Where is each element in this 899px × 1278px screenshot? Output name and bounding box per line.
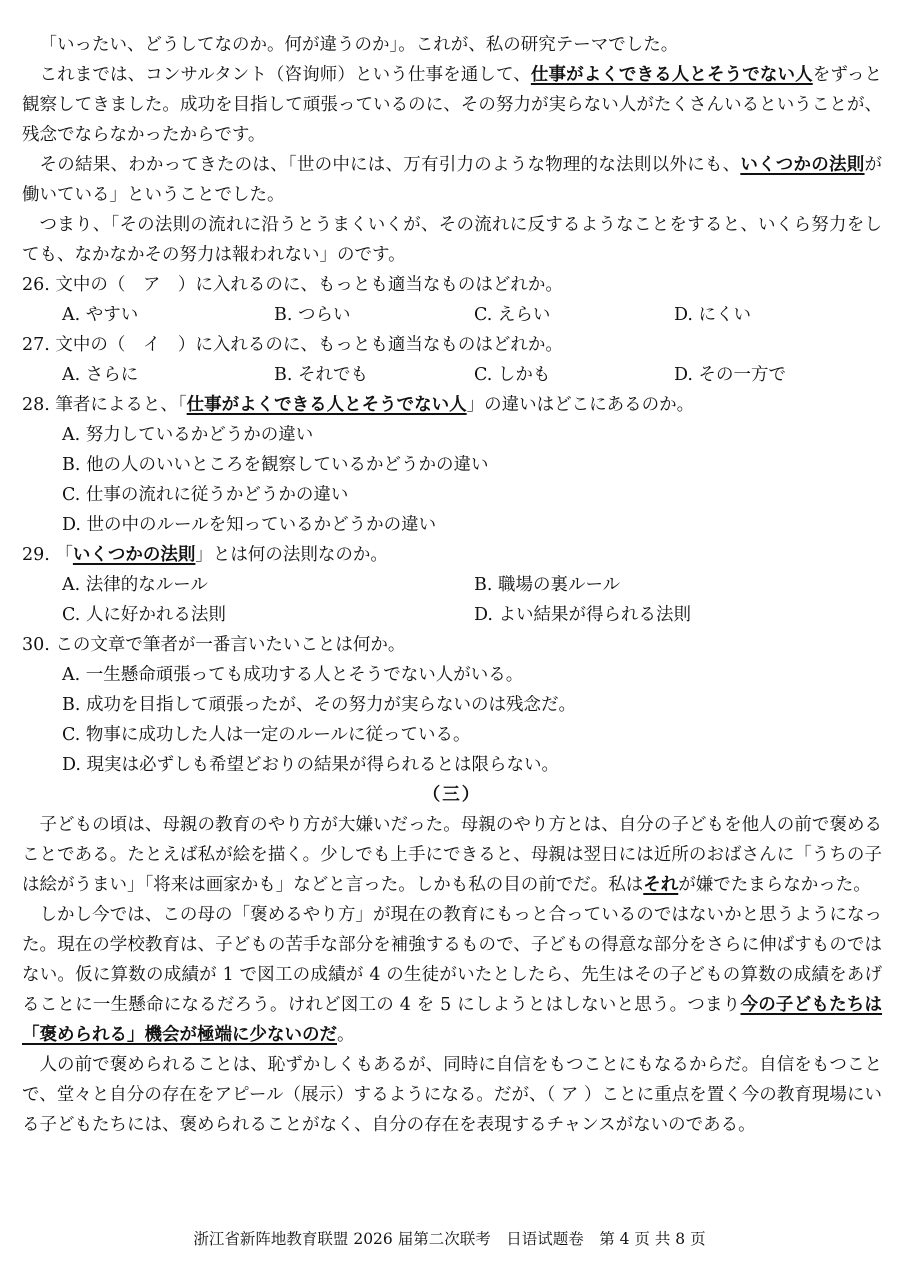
underlined-phrase: いくつかの法則 [740, 155, 865, 175]
underlined-phrase: それ [643, 875, 679, 895]
option-b: B. つらい [274, 305, 351, 325]
passage-paragraph-2: これまでは、コンサルタント（咨询师）という仕事を通して、仕事がよくできる人とそうでない人をずっと観察してきました。成功を目指して頑張っているのに、その努力が実らない人がたくさんいるということが、残念でならなかったからです。 [22, 65, 883, 145]
option-a: A. 努力しているかどうかの違い [62, 425, 314, 445]
option-c: C. 仕事の流れに従うかどうかの違い [62, 485, 349, 505]
section3-paragraph-1: 子どもの頃は、母親の教育のやり方が大嫌いだった。母親のやり方とは、自分の子どもを他人の前で褒めることである。たとえば私が絵を描く。少しでも上手にできると、母親は翌日には近所のおばさんに「うちの子は絵がうまい」「将来は画家かも」などと言った。しかも私の目の前でだ。私はそれが嫌でたまらなかった。 [22, 815, 882, 895]
option-c: C. しかも [474, 365, 551, 385]
question-27-options [22, 360, 882, 390]
question-26-options [22, 300, 882, 330]
option-c: C. 物事に成功した人は一定のルールに従っている。 [62, 725, 471, 745]
underlined-phrase: 仕事がよくできる人とそうでない人 [186, 395, 467, 415]
option-b: B. 職場の裏ルール [474, 575, 621, 595]
option-d: D. その一方で [674, 365, 787, 385]
passage-paragraph-1: 「いったい、どうしてなのか。何が違うのか」。これが、私の研究テーマでした。 [39, 35, 679, 55]
option-a: A. さらに [62, 365, 139, 385]
question-27: 27. 文中の（ イ ）に入れるのに、もっとも適当なものはどれか。 [22, 335, 563, 355]
option-b: B. それでも [274, 365, 368, 385]
option-a: A. 法律的なルール [62, 575, 208, 595]
underlined-phrase: いくつかの法則 [72, 545, 196, 565]
option-a: A. 一生懸命頑張っても成功する人とそうでない人がいる。 [62, 665, 524, 685]
question-28: 28. 筆者によると、「仕事がよくできる人とそうでない人」の違いはどこにあるのか。 [22, 395, 695, 415]
option-c: C. えらい [474, 305, 551, 325]
question-29: 29. 「いくつかの法則」とは何の法則なのか。 [22, 545, 388, 565]
section-heading: （三） [422, 785, 482, 805]
question-30: 30. この文章で筆者が一番言いたいことは何か。 [22, 635, 406, 655]
passage-paragraph-4: つまり、「その法則の流れに沿うとうまくいくが、その流れに反するようなことをすると、いくら努力をしても、なかなかその努力は報われない」のです。 [22, 215, 882, 265]
underlined-phrase: 今の子どもたちは「褒められる」機会が極端に少ないのだ [22, 995, 882, 1045]
option-d: D. よい結果が得られる法則 [474, 605, 692, 625]
option-d: D. 世の中のルールを知っているかどうかの違い [62, 515, 437, 535]
section3-paragraph-3: 人の前で褒められることは、恥ずかしくもあるが、同時に自信をもつことにもなるからだ。自信をもつことで、堂々と自分の存在をアピール（展示）するようになる。だが、（ ア ）ことに重点を置く今の教育現場にいる子どもたちには、褒められることがなく、自分の存在を表現するチャンスがないのである。 [22, 1055, 882, 1135]
option-a: A. やすい [62, 305, 139, 325]
question-26: 26. 文中の（ ア ）に入れるのに、もっとも適当なものはどれか。 [22, 275, 563, 295]
passage-paragraph-3: その結果、わかってきたのは、「世の中には、万有引力のような物理的な法則以外にも、いくつかの法則が働いている」ということでした。 [22, 155, 883, 205]
page-footer: 浙江省新阵地教育联盟 2026 届第二次联考 日语试题卷 第 4 页 共 8 页 [193, 1230, 706, 1248]
section3-paragraph-2: しかし今では、この母の「褒めるやり方」が現在の教育にもっと合っているのではないかと思うようになった。現在の学校教育は、子どもの苦手な部分を補強するもので、子どもの得意な部分をさらに伸ばすものではない。仮に算数の成績が 1 で図工の成績が 4 の生徒がいたとしたら、先生はその子どもの算数の成績をあげることに一生懸命になるだろう。けれど図工の 4 を 5 にしようとはしないと思う。つまり今の子どもたちは「褒められる」機会が極端に少ないのだ。 [22, 905, 882, 1045]
question-29-options-row2 [22, 600, 882, 630]
question-29-options-row1 [22, 570, 882, 600]
option-b: B. 他の人のいいところを観察しているかどうかの違い [62, 455, 489, 475]
option-b: B. 成功を目指して頑張ったが、その努力が実らないのは残念だ。 [62, 695, 576, 715]
exam-page [22, 30, 882, 1140]
option-d: D. 現実は必ずしも希望どおりの結果が得られるとは限らない。 [62, 755, 560, 775]
option-d: D. にくい [674, 305, 752, 325]
option-c: C. 人に好かれる法則 [62, 605, 226, 625]
underlined-phrase: 仕事がよくできる人とそうでない人 [530, 65, 813, 85]
